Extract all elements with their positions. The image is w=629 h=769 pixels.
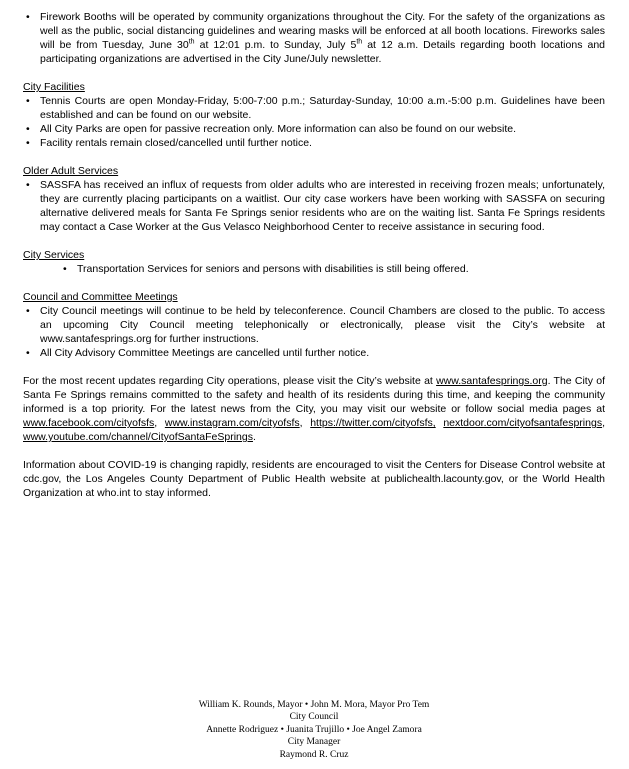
link-santafesprings[interactable]: www.santafesprings.org [436,375,548,387]
updates-segment: , [602,417,605,429]
link-nextdoor[interactable]: nextdoor.com/cityofsantafesprings [443,417,603,429]
section-title-city-facilities: City Facilities [23,81,85,93]
city-services-bullet-list [60,262,605,276]
footer-line-manager-name: Raymond R. Cruz [279,749,349,760]
city-facilities-bullet-list [23,94,605,150]
updates-segment: , [154,417,165,429]
section-city-services [23,248,605,276]
section-council-committee-meetings [23,290,605,360]
updates-paragraph [23,374,605,444]
intro-segment: at 12 a.m. Details regarding booth locations and participating organizations are advertised in the City June/July newsletter. [40,39,605,65]
bullet-item-sassfa: • SASSFA has received an influx of requests from older adults who are interested in receiving frozen meals; unfortunately, they are currently placing participants on a waitlist. Our city case workers have been working with SASSFA on securing alternative delivered meals for Santa Fe Springs senior residents who are on the waiting list. Santa Fe Springs residents may contact a Case Worker at the Gus Velasco Neighborhood Center to receive assistance in securing food. [23,178,605,234]
link-youtube[interactable]: www.youtube.com/channel/CityofSantaFeSprings [23,431,253,443]
link-facebook[interactable]: www.facebook.com/cityofsfs [23,417,155,429]
superscript-ordinal: th [356,38,363,46]
footer-line-mayor: William K. Rounds, Mayor • John M. Mora, Mayor Pro Tem [198,699,430,710]
link-instagram[interactable]: www.instagram.com/cityofsfs [164,417,300,429]
older-adult-bullet-list [23,178,605,234]
updates-segment: , [299,417,311,429]
intro-segment: at 12:01 p.m. to Sunday, July 5 [194,39,357,51]
updates-segment: . [252,431,256,443]
intro-segment: Firework Booths will be operated by community organizations throughout the City. For the safety of the organizations as well as the public, social distancing guidelines and wearing masks will be enforced at all booth locations. Fireworks sales will be from Tuesday, June 30 [40,11,605,51]
bullet-item-city-council-meetings: • City Council meetings will continue to be held by teleconference. Council Chambers are closed to the public. To access an upcoming City Council meeting telephonically or electronically, please visit the City’s website at www.santafesprings.org for further instructions. [23,304,605,346]
updates-segment: For the most recent updates regarding City operations, please visit the City’s website at [23,375,437,387]
covid-info-paragraph: Information about COVID-19 is changing rapidly, residents are encouraged to visit the Centers for Disease Control website at cdc.gov, the Los Angeles County Department of Public Health website at publichealth.lacounty.gov, or the World Health Organization at who.int to stay informed. [23,459,605,499]
bullet-item-facility-rentals: • Facility rentals remain closed/cancelled until further notice. [23,136,605,150]
superscript-ordinal: th [188,38,195,46]
footer-line-city-council: City Council [289,712,339,722]
intro-bullet-list [23,10,605,66]
bullet-item-tennis-courts: • Tennis Courts are open Monday-Friday, 5:00-7:00 p.m.; Saturday-Sunday, 10:00 a.m.-5:00 p.m. Guidelines have been established and can be found on our website. [23,94,605,122]
link-twitter[interactable]: https://twitter.com/cityofsfs, [310,417,436,429]
footer-line-city-manager: City Manager [287,737,341,747]
section-older-adult-services [23,164,605,234]
document-content [23,10,605,500]
footer-line-council-members: Annette Rodriguez • Juanita Trujillo • Joe Angel Zamora [206,724,422,735]
section-title-older-adult-services: Older Adult Services [23,165,119,177]
section-title-council-committee-meetings: Council and Committee Meetings [23,291,178,303]
bullet-item-city-parks: • All City Parks are open for passive recreation only. More information can also be found on our website. [23,122,605,136]
section-title-city-services: City Services [23,249,85,261]
document-footer [23,699,605,764]
bullet-item-fireworks [23,10,605,66]
bullet-item-advisory-committees: • All City Advisory Committee Meetings are cancelled until further notice. [23,346,605,360]
section-city-facilities [23,80,605,150]
updates-segment: . The City of Santa Fe Springs remains committed to the safety and health of its residents during this time, and keeping the community informed is a top priority. For the latest news from the City, you may visit our website or follow social media pages at [23,375,605,415]
bullet-item-transportation: • Transportation Services for seniors and persons with disabilities is still being offered. [60,262,605,276]
council-bullet-list [23,304,605,360]
